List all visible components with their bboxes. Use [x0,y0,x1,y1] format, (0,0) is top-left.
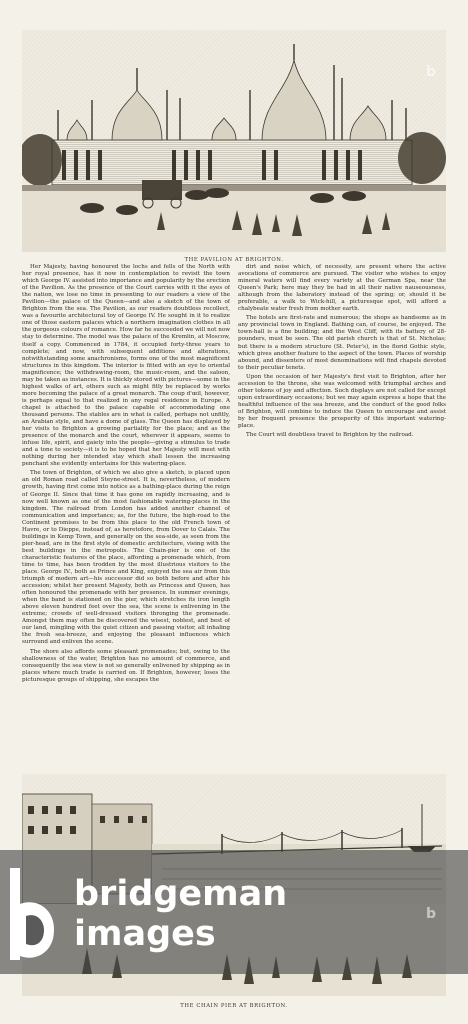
pavilion-caption: THE PAVILION AT BRIGHTON. [184,257,284,263]
article-paragraph: The Court will doubtless travel to Brighton by the railroad. [246,432,414,439]
bridgeman-b-logo-icon [6,864,58,964]
article-paragraph: The town of Brighton, of which we also give a sketch, is placed upon an old Roman road called Steyne-street. It is, nevertheless, of modern growth, having first come into notice as a bathing-place during the reign of George II. Since that time it has gone on rapidly increasing, and is now well known as one of the most fashionable watering-places in the kingdom. The railroad from London has added another channel of communication and importance; as, for the future, the high-road to the Continent promises to be from this place to the old French town of Havre, or to Dieppe, instead of, as heretofore, from Dover to Calais. The buildings in Kemp Town, and generally on the sea-side, as seen from the pier-head, are in the first style of domestic architecture, vieing with the best buildings in the metropolis. The Chain-pier is one of the characteristic features of the place, affording a promenade which, from time to time, has been trodden by the most illustrious visitors to the place. George IV., both as Prince and King, enjoyed the sea air from this triumph of modern art—his successor did so both before and after his accession; whilst her present Majesty, both as Princess and Queen, has often honoured the promenade with her presence. In summer evenings, when the band is stationed on the pier, which stretches its iron length above eleven hundred feet over the sea, the scene is enlivening in the extreme; crowds of well-dressed visitors thronging the promenade. Amongst them may often be discovered the wisest, noblest, and best of our land, mingling with the quiet citizen and passing visitor, all inhaling the fresh sea-breeze, and enjoying the pleasant influences which surround and enliven the scene. [22,470,230,646]
article-paragraph: Her Majesty, having honoured the lochs and fells of the North with her royal presence, has it now in contemplation to revisit the town which George IV. assisted into importance and popularity by the erection of the Pavilion. As the presence of the Court carries with it the eyes of the nation, we lose no time in presenting to our readers a view of the Pavilion—the palace of the Queen—and also a sketch of the town of Brighton from the sea. The Pavilion, as our readers doubtless recollect, was a favourite architectural toy of George IV. He sought in it to realize one of those eastern palaces which a northern imagination clothes in all the gorgeous colours of romance. How far he succeeded we will not now stay to determine. The model was the palace of the Kremlin, at Moscow, itself a copy. Commenced in 1784, it occupied forty-three years to complete; and now, with subsequent additions and alterations, notwithstanding some anachronisms, forms one of the most magnificent structures in this kingdom. The interior is fitted with an eye to oriental magnificence; the withdrawing-room, the music-room, and the saloon, may be taken as instances. It is thickly stored with pictures—some in the highest walks of art, others such as might fitly be replaced by works more becoming the palace of a great monarch. The coup d'œil, however, is perhaps equal to that realized in any regal residence in Europe. A chapel is attached to the palace capable of accommodating one thousand persons. The stables are in what is called, perhaps not unfitly, an Arabian style, and have a dome of glass. The Queen has displayed by her visits to Brighton a growing partiality for the place; and as the presence of the monarch and the court, wherever it appears, seems to infuse life, spirit, and gaiety into the people—giving a stimulus to trade and a tone to society—it is to be hoped that her Majesty will meet with nothing during her intended stay which shall lessen the increasing penchant she evidently entertains for this watering-place. [22,264,230,468]
pavilion-engraving [22,30,446,252]
watermark-small-mark: b [426,64,437,80]
article-paragraph: The shore also affords some pleasant promenades; but, owing to the shallowness of the water, Brighton has no amount of commerce, and consequently the sea view is not so generally enlivened by shipping as in places where much trade is carried on. If Brighton, however, loses the picturesque groups of shipping, she escapes the [22,648,230,683]
article-paragraph: dirt and noise which, of necessity, are present where the active avocations of commerce are pursued. The visitor who wishes to enjoy mineral waters will find every variety at the German Spa, near the Queen's Park; here may they be had in all their native nauseousness, although from the laboratory instead of the spring; or, should it be preferable, a walk to Wick-hill, a picturesque spot, will afford a chalybeate water fresh from mother earth. [238,264,446,313]
article-paragraph: Upon the occasion of her Majesty's first visit to Brighton, after her accession to the throne, she was welcomed with triumphal arches and other tokens of joy and affection. Such displays are not called for except upon extraordinary occasions; but we may again express a hope that the healthful influence of the sea breeze, and the conduct of the good folks of Brighton, will combine to induce the Queen to encourage and assist by her frequent presence the prosperity of this important watering-place. [238,373,446,430]
article-column-left [22,264,230,776]
article-body [22,264,446,776]
article-column-right [238,264,446,504]
watermark-small-mark: b [426,906,437,922]
watermark-line2: images [74,914,216,954]
chain-pier-caption: THE CHAIN PIER AT BRIGHTON. [180,1003,288,1009]
watermark-line1: bridgeman [74,874,288,914]
article-paragraph: The hotels are first-rate and numerous; the shops as handsome as in any provincial town in England. Bathing can, of course, be enjoyed. The town-hall is a fine building; and the West Cliff, with its battery of 28-pounders, must be seen. The old parish church is that of St. Nicholas; but there is a modern structure (St. Peter's), in the florid Gothic style, which gives another feature to the aspect of the town. Places of worship abound, and dissenters of most denominations will find chapels devoted to their peculiar tenets. [238,315,446,371]
